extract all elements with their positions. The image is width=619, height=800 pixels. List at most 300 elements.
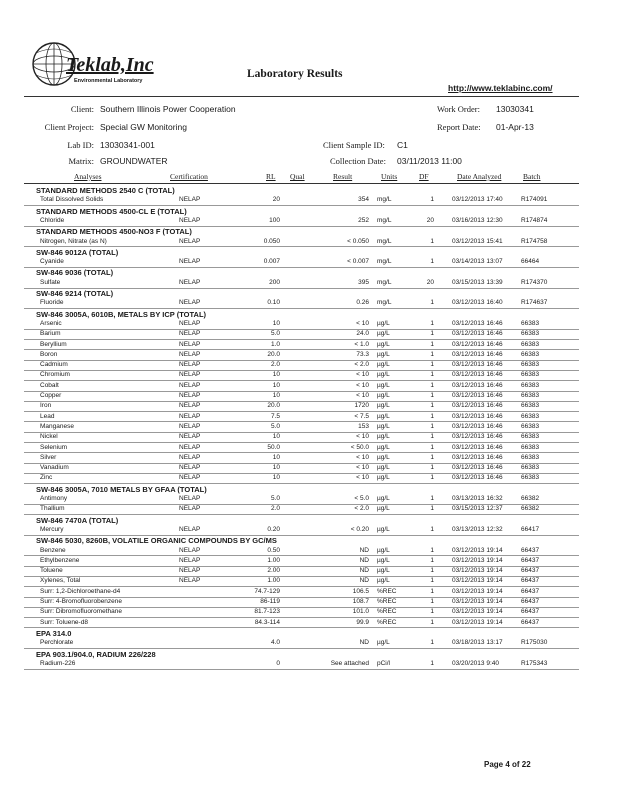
cell-batch: 66437: [521, 618, 540, 626]
cell-result: < 10: [356, 464, 369, 472]
cell-units: µg/L: [377, 495, 390, 502]
cell-analyte: Arsenic: [40, 319, 62, 327]
cell-rl: 84.3-114: [254, 618, 280, 626]
cell-batch: 66382: [521, 495, 540, 502]
cell-dilution: 1: [430, 361, 434, 369]
cell-units: µg/L: [377, 330, 390, 338]
cell-rl: 50.0: [267, 443, 280, 451]
cell-certification: NELAP: [179, 464, 201, 472]
cell-certification: NELAP: [179, 330, 201, 338]
cell-result: < 7.5: [354, 412, 369, 420]
cell-analyte: Barium: [40, 330, 61, 338]
cell-certification: NELAP: [179, 474, 201, 482]
project-label: Client Project:: [44, 122, 94, 132]
website-link[interactable]: http://www.teklabinc.com/: [448, 83, 553, 93]
cell-date-analyzed: 03/12/2013 16:46: [452, 412, 503, 420]
cell-result: < 0.20: [350, 525, 369, 533]
cell-rl: 1.00: [267, 577, 280, 585]
reportdate-label: Report Date:: [437, 122, 481, 132]
cell-batch: 66383: [521, 381, 540, 389]
section-title: SW-846 9012A (TOTAL): [36, 247, 119, 257]
col-units: Units: [381, 172, 398, 181]
cell-units: µg/L: [377, 433, 390, 441]
cell-date-analyzed: 03/12/2013 16:46: [452, 340, 503, 348]
cell-analyte: Iron: [40, 402, 52, 410]
cell-certification: NELAP: [179, 422, 201, 430]
cell-dilution: 1: [430, 577, 434, 585]
col-certification: Certification: [170, 172, 208, 181]
col-analyses: Analyses: [74, 172, 102, 181]
cell-batch: R175343: [521, 659, 548, 667]
cell-date-analyzed: 03/12/2013 16:46: [452, 361, 503, 369]
col-qual: Qual: [290, 172, 305, 181]
cell-dilution: 1: [430, 381, 434, 389]
cell-units: µg/L: [377, 546, 390, 554]
cell-date-analyzed: 03/12/2013 16:46: [452, 371, 503, 379]
cell-analyte: Xylenes, Total: [40, 577, 81, 585]
cell-date-analyzed: 03/12/2013 16:46: [452, 443, 503, 451]
cell-units: µg/L: [377, 505, 390, 513]
cell-rl: 0.20: [267, 525, 280, 533]
cell-units: %REC: [377, 608, 397, 616]
row-divider: [24, 669, 579, 670]
cell-result: < 1.0: [354, 340, 369, 348]
cell-rl: 2.0: [270, 505, 280, 513]
cell-dilution: 1: [430, 319, 434, 327]
cell-date-analyzed: 03/12/2013 19:14: [452, 598, 503, 605]
cell-certification: NELAP: [179, 319, 201, 327]
cell-date-analyzed: 03/12/2013 16:46: [452, 464, 503, 472]
cell-rl: 0.007: [263, 258, 280, 266]
col-date-analyzed: Date Analyzed: [457, 172, 502, 181]
cell-units: µg/L: [377, 381, 390, 389]
cell-dilution: 1: [430, 350, 434, 358]
cell-units: µg/L: [377, 567, 390, 575]
cell-result: < 0.050: [347, 237, 369, 245]
cell-units: mg/L: [377, 237, 392, 245]
cell-dilution: 1: [430, 237, 434, 245]
cell-batch: 66437: [521, 567, 540, 575]
cell-analyte: Total Dissolved Solids: [40, 196, 104, 204]
cell-units: µg/L: [377, 443, 390, 451]
cell-batch: 66437: [521, 587, 540, 595]
client-value: Southern Illinois Power Cooperation: [100, 104, 236, 114]
cell-result: 106.5: [352, 587, 369, 595]
cell-date-analyzed: 03/14/2013 13:07: [452, 258, 503, 266]
cell-units: µg/L: [377, 340, 390, 348]
cell-analyte: Benzene: [40, 546, 66, 554]
labid-label: Lab ID:: [67, 140, 94, 150]
cell-units: µg/L: [377, 474, 390, 482]
cell-dilution: 1: [430, 495, 434, 502]
cell-dilution: 1: [430, 525, 434, 533]
cell-analyte: Manganese: [40, 422, 74, 430]
cell-rl: 5.0: [270, 422, 280, 430]
cell-rl: 0.10: [267, 299, 280, 307]
cell-analyte: Nickel: [40, 433, 58, 441]
cell-units: µg/L: [377, 319, 390, 327]
cell-result: ND: [359, 546, 369, 554]
cell-analyte: Perchlorate: [40, 639, 74, 647]
cell-dilution: 1: [430, 556, 434, 564]
labid-value: 13030341-001: [100, 140, 155, 150]
cell-certification: NELAP: [179, 278, 201, 286]
cell-rl: 1.00: [267, 556, 280, 564]
cell-units: mg/L: [377, 258, 392, 266]
cell-rl: 10: [272, 433, 280, 441]
cell-dilution: 1: [430, 587, 434, 595]
cell-certification: NELAP: [179, 371, 201, 379]
cell-analyte: Thallium: [40, 505, 65, 513]
cell-batch: 66437: [521, 556, 540, 564]
cell-batch: 66383: [521, 319, 540, 327]
project-value: Special GW Monitoring: [100, 122, 187, 132]
cell-date-analyzed: 03/16/2013 12:30: [452, 216, 503, 224]
cell-rl: 7.5: [270, 412, 280, 420]
cell-date-analyzed: 03/12/2013 19:14: [452, 546, 503, 554]
cell-rl: 2.00: [267, 567, 280, 575]
cell-result: ND: [359, 639, 369, 647]
cell-units: µg/L: [377, 371, 390, 379]
cell-analyte: Boron: [40, 350, 58, 358]
cell-result: 354: [358, 196, 369, 204]
cell-certification: NELAP: [179, 402, 201, 410]
cell-date-analyzed: 03/12/2013 16:46: [452, 402, 503, 410]
cell-rl: 100: [269, 216, 280, 224]
cell-batch: 66382: [521, 505, 540, 513]
cell-analyte: Radium-226: [40, 659, 76, 667]
cell-batch: R174637: [521, 299, 548, 307]
cell-date-analyzed: 03/15/2013 13:39: [452, 278, 503, 286]
client-label: Client:: [70, 104, 94, 114]
cell-batch: 66383: [521, 371, 540, 379]
cell-analyte: Mercury: [40, 525, 64, 533]
cell-analyte: Beryllium: [40, 340, 67, 348]
sampleid-label: Client Sample ID:: [323, 140, 385, 150]
cell-result: ND: [359, 567, 369, 575]
cell-dilution: 1: [430, 330, 434, 338]
cell-units: µg/L: [377, 525, 390, 533]
cell-batch: 66383: [521, 330, 540, 338]
cell-batch: R174091: [521, 196, 548, 204]
cell-result: See attached: [330, 659, 369, 667]
cell-analyte: Cadmium: [40, 361, 68, 369]
matrix-value: GROUNDWATER: [100, 156, 168, 166]
cell-date-analyzed: 03/12/2013 16:46: [452, 330, 503, 338]
cell-certification: NELAP: [179, 299, 201, 307]
cell-units: mg/L: [377, 299, 392, 307]
section-title: STANDARD METHODS 4500-CL E (TOTAL): [36, 206, 187, 216]
cell-result: 153: [358, 422, 369, 430]
cell-units: mg/L: [377, 278, 392, 286]
cell-analyte: Copper: [40, 392, 62, 399]
cell-certification: NELAP: [179, 505, 201, 513]
cell-batch: 66383: [521, 474, 540, 482]
cell-rl: 200: [269, 278, 280, 286]
cell-date-analyzed: 03/12/2013 19:14: [452, 567, 503, 575]
cell-dilution: 1: [430, 422, 434, 430]
cell-certification: NELAP: [179, 443, 201, 451]
cell-dilution: 1: [430, 659, 434, 667]
cell-result: ND: [359, 577, 369, 585]
cell-rl: 10: [272, 319, 280, 327]
cell-result: ND: [359, 556, 369, 564]
cell-date-analyzed: 03/12/2013 15:41: [452, 237, 503, 245]
cell-dilution: 1: [430, 618, 434, 626]
cell-batch: 66383: [521, 402, 540, 410]
cell-units: mg/L: [377, 196, 392, 204]
cell-result: < 10: [356, 453, 369, 461]
cell-result: < 50.0: [350, 443, 369, 451]
cell-date-analyzed: 03/18/2013 13:17: [452, 639, 503, 647]
cell-rl: 10: [272, 474, 280, 482]
collection-value: 03/11/2013 11:00: [397, 156, 462, 166]
cell-analyte: Chloride: [40, 216, 65, 224]
cell-dilution: 1: [430, 505, 434, 513]
cell-result: < 0.007: [347, 258, 369, 266]
cell-analyte: Cyanide: [40, 258, 64, 266]
cell-batch: 66437: [521, 577, 540, 585]
cell-rl: 20.0: [267, 350, 280, 358]
cell-analyte: Zinc: [40, 474, 53, 482]
cell-analyte: Antimony: [40, 495, 68, 502]
cell-date-analyzed: 03/12/2013 16:46: [452, 433, 503, 441]
cell-rl: 1.0: [270, 340, 280, 348]
cell-batch: R175030: [521, 639, 548, 647]
cell-dilution: 1: [430, 453, 434, 461]
cell-certification: NELAP: [179, 412, 201, 420]
reportdate-value: 01-Apr-13: [496, 122, 534, 132]
cell-analyte: Vanadium: [40, 464, 69, 472]
cell-batch: R174874: [521, 216, 548, 224]
cell-certification: NELAP: [179, 340, 201, 348]
cell-result: 0.26: [356, 299, 369, 307]
row-divider: [24, 627, 579, 628]
cell-rl: 5.0: [270, 330, 280, 338]
cell-result: < 10: [356, 381, 369, 389]
header-rule: [24, 96, 579, 97]
workorder-value: 13030341: [496, 104, 534, 114]
cell-date-analyzed: 03/12/2013 16:46: [452, 422, 503, 430]
cell-analyte: Cobalt: [40, 381, 59, 389]
cell-certification: NELAP: [179, 453, 201, 461]
cell-dilution: 1: [430, 608, 434, 616]
cell-date-analyzed: 03/12/2013 16:46: [452, 474, 503, 482]
cell-dilution: 1: [430, 392, 434, 399]
cell-date-analyzed: 03/15/2013 12:37: [452, 505, 503, 513]
cell-date-analyzed: 03/13/2013 12:32: [452, 525, 503, 533]
cell-dilution: 1: [430, 196, 434, 204]
section-title: SW-846 9036 (TOTAL): [36, 268, 114, 278]
cell-result: 99.9: [356, 618, 369, 626]
cell-analyte: Surr: 1,2-Dichloroethane-d4: [40, 587, 121, 595]
section-title: STANDARD METHODS 4500-NO3 F (TOTAL): [36, 227, 192, 237]
cell-units: %REC: [377, 587, 397, 595]
cell-rl: 0.050: [263, 237, 280, 245]
cell-date-analyzed: 03/12/2013 16:46: [452, 350, 503, 358]
workorder-label: Work Order:: [437, 104, 480, 114]
cell-result: 24.0: [356, 330, 369, 338]
cell-result: 101.0: [352, 608, 369, 616]
cell-batch: 66383: [521, 340, 540, 348]
sampleid-value: C1: [397, 140, 408, 150]
cell-date-analyzed: 03/12/2013 19:14: [452, 587, 503, 595]
cell-units: µg/L: [377, 639, 390, 647]
cell-batch: 66417: [521, 525, 540, 533]
cell-batch: 66383: [521, 443, 540, 451]
cell-batch: 66383: [521, 392, 540, 399]
cell-units: µg/L: [377, 464, 390, 472]
cell-rl: 2.0: [270, 361, 280, 369]
cell-dilution: 1: [430, 412, 434, 420]
cell-date-analyzed: 03/12/2013 19:14: [452, 608, 503, 616]
cell-certification: NELAP: [179, 556, 201, 564]
cell-dilution: 1: [430, 433, 434, 441]
cell-certification: NELAP: [179, 381, 201, 389]
cell-rl: 10: [272, 453, 280, 461]
cell-batch: 66437: [521, 546, 540, 554]
matrix-label: Matrix:: [68, 156, 94, 166]
cell-dilution: 1: [430, 443, 434, 451]
cell-result: < 10: [356, 319, 369, 327]
cell-units: %REC: [377, 618, 397, 626]
cell-date-analyzed: 03/12/2013 16:46: [452, 319, 503, 327]
cell-certification: NELAP: [179, 577, 201, 585]
col-rl: RL: [266, 172, 276, 181]
cell-units: µg/L: [377, 577, 390, 585]
page-number: Page 4 of 22: [484, 760, 531, 769]
cell-batch: 66383: [521, 350, 540, 358]
cell-date-analyzed: 03/20/2013 9:40: [452, 659, 499, 667]
cell-analyte: Sulfate: [40, 278, 61, 286]
cell-date-analyzed: 03/12/2013 19:14: [452, 618, 503, 626]
cell-rl: 81.7-123: [254, 608, 280, 616]
cell-certification: NELAP: [179, 546, 201, 554]
cell-units: µg/L: [377, 402, 390, 410]
cell-dilution: 1: [430, 258, 434, 266]
cell-date-analyzed: 03/12/2013 19:14: [452, 556, 503, 564]
cell-result: 252: [358, 216, 369, 224]
cell-certification: NELAP: [179, 433, 201, 441]
cell-result: < 10: [356, 474, 369, 482]
cell-rl: 86-119: [260, 598, 280, 605]
cell-dilution: 20: [426, 216, 434, 224]
cell-batch: 66383: [521, 433, 540, 441]
cell-result: < 10: [356, 433, 369, 441]
cell-date-analyzed: 03/13/2013 16:32: [452, 495, 503, 502]
cell-analyte: Silver: [40, 453, 57, 461]
col-result: Result: [333, 172, 353, 181]
logo-text: Teklab,Inc: [66, 54, 154, 76]
cell-units: µg/L: [377, 392, 390, 399]
cell-certification: NELAP: [179, 361, 201, 369]
cell-certification: NELAP: [179, 495, 201, 502]
cell-analyte: Surr: Toluene-d8: [40, 618, 88, 626]
section-title: SW-846 3005A, 6010B, METALS BY ICP (TOTAL): [36, 309, 207, 319]
cell-certification: NELAP: [179, 392, 201, 399]
cell-certification: NELAP: [179, 196, 201, 204]
cell-units: mg/L: [377, 216, 392, 224]
cell-units: µg/L: [377, 361, 390, 369]
cell-date-analyzed: 03/12/2013 17:40: [452, 196, 503, 204]
cell-batch: R174370: [521, 278, 548, 286]
cell-batch: 66437: [521, 598, 540, 605]
cell-dilution: 1: [430, 464, 434, 472]
cell-result: 395: [358, 278, 369, 286]
cell-result: < 2.0: [354, 505, 369, 513]
cell-dilution: 1: [430, 340, 434, 348]
cell-units: µg/L: [377, 412, 390, 420]
cell-analyte: Fluoride: [40, 299, 64, 307]
cell-units: µg/L: [377, 350, 390, 358]
cell-dilution: 1: [430, 567, 434, 575]
cell-result: 108.7: [352, 598, 369, 605]
cell-analyte: Nitrogen, Nitrate (as N): [40, 237, 107, 245]
section-title: SW-846 9214 (TOTAL): [36, 289, 114, 298]
cell-rl: 10: [272, 464, 280, 472]
cell-dilution: 1: [430, 371, 434, 379]
cell-certification: NELAP: [179, 525, 201, 533]
cell-date-analyzed: 03/12/2013 19:14: [452, 577, 503, 585]
cell-batch: 66464: [521, 258, 540, 266]
section-title: STANDARD METHODS 2540 C (TOTAL): [36, 186, 175, 195]
cell-certification: NELAP: [179, 216, 201, 224]
cell-certification: NELAP: [179, 350, 201, 358]
cell-analyte: Lead: [40, 412, 55, 420]
cell-rl: 10: [272, 381, 280, 389]
col-batch: Batch: [523, 172, 541, 181]
cell-analyte: Selenium: [40, 443, 68, 451]
cell-dilution: 1: [430, 299, 434, 307]
page-title: Laboratory Results: [247, 68, 343, 80]
cell-certification: NELAP: [179, 567, 201, 575]
cell-rl: 4.0: [270, 639, 280, 647]
cell-rl: 0.50: [267, 546, 280, 554]
column-header-rule: [24, 183, 579, 184]
cell-result: 73.3: [356, 350, 369, 358]
cell-result: 1720: [354, 402, 369, 410]
cell-units: pCi/l: [377, 659, 391, 667]
cell-result: < 10: [356, 371, 369, 379]
teklab-logo: [22, 36, 172, 92]
cell-batch: 66383: [521, 422, 540, 430]
cell-dilution: 20: [426, 278, 434, 286]
logo-subtitle: Environmental Laboratory: [74, 78, 143, 84]
cell-batch: 66437: [521, 608, 540, 616]
cell-batch: 66383: [521, 453, 540, 461]
section-title: SW-846 5030, 8260B, VOLATILE ORGANIC COMPOUNDS BY GC/MS: [36, 536, 277, 546]
cell-rl: 20.0: [267, 402, 280, 410]
cell-dilution: 1: [430, 402, 434, 410]
cell-units: µg/L: [377, 422, 390, 430]
cell-batch: R174758: [521, 237, 548, 245]
cell-date-analyzed: 03/12/2013 16:46: [452, 381, 503, 389]
section-title: SW-846 7470A (TOTAL): [36, 515, 119, 525]
cell-analyte: Toluene: [40, 567, 63, 575]
cell-date-analyzed: 03/12/2013 16:46: [452, 392, 503, 399]
cell-batch: 66383: [521, 361, 540, 369]
cell-rl: 20: [272, 196, 280, 204]
section-title: EPA 903.1/904.0, RADIUM 226/228: [36, 649, 156, 659]
collection-label: Collection Date:: [330, 156, 386, 166]
cell-result: < 5.0: [354, 495, 369, 502]
cell-rl: 74.7-129: [254, 587, 280, 595]
cell-certification: NELAP: [179, 258, 201, 266]
cell-analyte: Ethylbenzene: [40, 556, 80, 564]
cell-rl: 0: [276, 659, 280, 667]
cell-units: µg/L: [377, 556, 390, 564]
cell-analyte: Surr: Dibromofluoromethane: [40, 608, 123, 616]
